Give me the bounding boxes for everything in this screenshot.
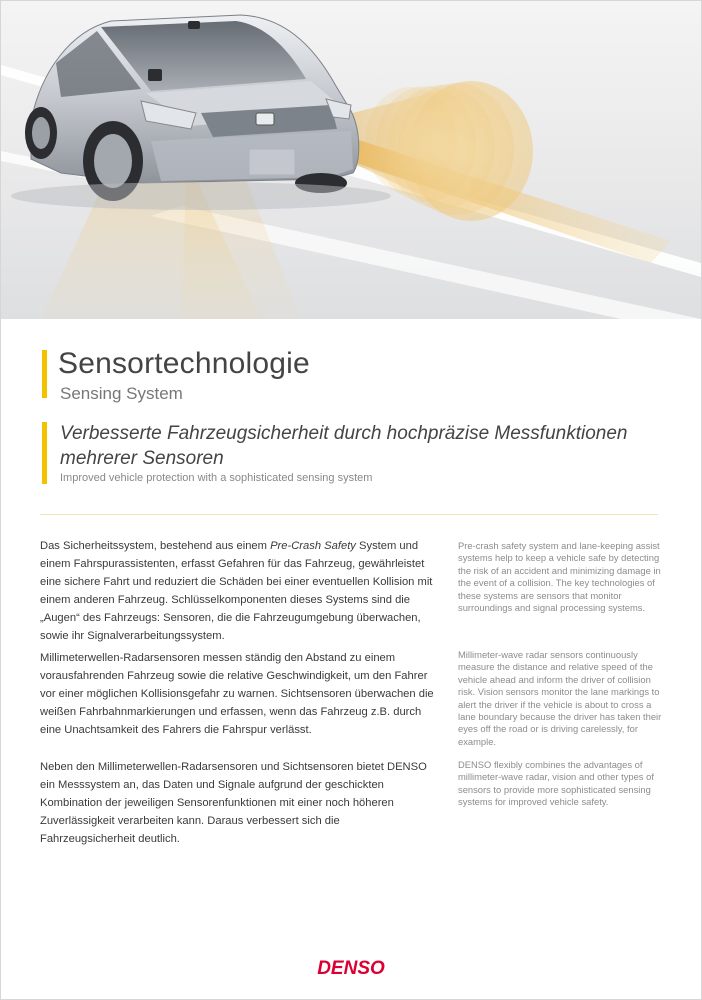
body-en-paragraph-3: DENSO flexibly combines the advantages of millimeter-wave radar, vision and other types of sensors to provide more sophisticated sensing systems for improved vehicle safety. bbox=[458, 759, 654, 808]
denso-logo bbox=[0, 957, 702, 984]
body-de-paragraph-2: Millimeterwellen-Radarsensoren messen ständig den Abstand zu einem vorausfahrenden Fahrzeug sowie die relative Geschwindigkeit, um den Fahrer vor einer möglichen Kollisionsgefahr zu warnen. Sichtsensoren überwachen die weißen Fahrbahnmarkierungen und erfassen, wenn das Fahrzeug z.B. durch eine Unachtsamkeit des Fahrers die Fahrspur verlässt. bbox=[40, 652, 434, 736]
section-divider bbox=[40, 514, 658, 515]
body-de-p1-text-end: System und einem Fahrspurassistenten, erfasst Gefahren für das Fahrzeug, gewährleistet eine sichere Fahrt und reduziert die Schäden bei einer eventuellen Kollision mit einem anderen Fahrzeug. Schlüsselkomponenten dieses Systems sind die „Augen“ des Fahrzeugs: Sensoren, die die Fahrzeugumgebung überwachen, sowie ihr Signalverarbeitungssystem. bbox=[40, 540, 433, 642]
headline-en: Improved vehicle protection with a sophisticated sensing system bbox=[60, 472, 373, 484]
page-subtitle: Sensing System bbox=[60, 384, 183, 403]
denso-logo-mark bbox=[306, 957, 396, 979]
headline-accent-bar bbox=[42, 422, 47, 484]
headline-de: Verbesserte Fahrzeugsicherheit durch hochpräzise Messfunktionen mehrerer Sensoren bbox=[60, 423, 628, 469]
body-de-p1-text-start: Das Sicherheitssystem, bestehend aus einem bbox=[40, 540, 271, 552]
page-title: Sensortechnologie bbox=[58, 347, 310, 380]
title-accent-bar bbox=[42, 350, 47, 398]
body-de-paragraph-3: Neben den Millimeterwellen-Radarsensoren und Sichtsensoren bietet DENSO ein Messsystem an, das Daten und Signale aufgrund der geschickten Kombination der jeweiligen Sensorenfunktionen mit einer noch höheren Zuverlässigkeit verarbeiten kann. Daraus verbessert sich die Fahrzeugsicherheit deutlich. bbox=[40, 761, 427, 845]
body-de-paragraph-1 bbox=[40, 537, 435, 645]
hero-image bbox=[1, 1, 701, 319]
logo-text: DENSO bbox=[317, 958, 385, 979]
car-with-sensor-beams-icon bbox=[1, 1, 701, 319]
body-en-paragraph-2: Millimeter-wave radar sensors continuously measure the distance and relative speed of the vehicle ahead and inform the driver of collision risk. Vision sensors monitor the lane markings to alert the driver if the vehicle is about to cross a lane boundary because the driver has taken their eyes off the road or is driving carelessly, for example. bbox=[458, 649, 662, 747]
body-en-paragraph-1: Pre-crash safety system and lane-keeping assist systems help to keep a vehicle safe by detecting the risk of an accident and minimizing damage in the event of a collision. The key technologies of these systems are sensors that monitor surroundings and signal processing systems. bbox=[458, 540, 661, 614]
body-de-p1-emphasis: Pre-Crash Safety bbox=[270, 540, 356, 552]
